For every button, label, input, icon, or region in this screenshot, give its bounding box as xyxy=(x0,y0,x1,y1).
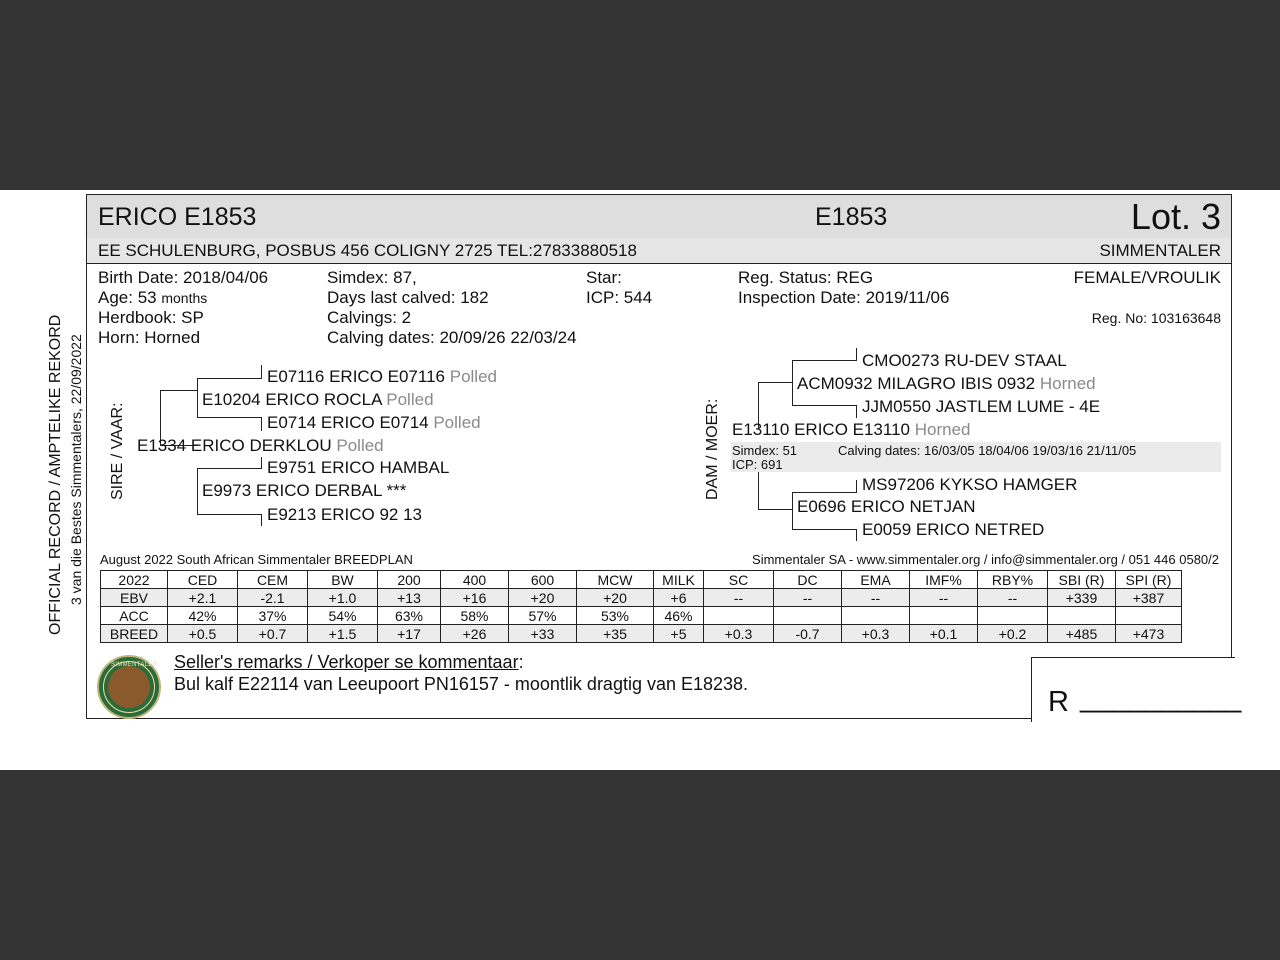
sire-label: SIRE / VAAR: xyxy=(109,402,126,500)
table-header: CEM xyxy=(238,571,308,589)
star: Star: xyxy=(586,268,622,287)
table-cell: +339 xyxy=(1048,589,1116,607)
table-cell: 46% xyxy=(654,607,704,625)
age xyxy=(98,288,207,308)
table-cell: -- xyxy=(910,589,978,607)
table-header: BW xyxy=(308,571,378,589)
table-cell: ACC xyxy=(101,607,168,625)
dam-tree-line xyxy=(792,360,857,361)
icp: ICP: 544 xyxy=(586,288,653,307)
table-cell: +5 xyxy=(654,625,704,643)
age-unit: months xyxy=(161,290,208,306)
reg-status: Reg. Status: REG xyxy=(738,268,874,287)
table-header: IMF% xyxy=(910,571,978,589)
table-cell xyxy=(978,607,1048,625)
record-sheet xyxy=(0,190,1280,770)
dam-tree-line xyxy=(792,529,857,530)
table-header: SC xyxy=(704,571,774,589)
sire-grandsire-dam xyxy=(267,413,481,433)
table-header: RBY% xyxy=(978,571,1048,589)
dam-tree-line xyxy=(758,382,793,383)
sire-tree-line xyxy=(197,378,262,379)
dam-calving-dates: Calving dates: 16/03/05 18/04/06 19/03/16 21/11/05 xyxy=(838,443,1137,458)
horn-status: Horn: Horned xyxy=(98,328,201,347)
table-header: DC xyxy=(774,571,842,589)
dam-tree-line xyxy=(758,472,759,510)
table-header: 2022 xyxy=(101,571,168,589)
table-cell xyxy=(1116,607,1182,625)
table-cell: 42% xyxy=(168,607,238,625)
table-cell: +20 xyxy=(577,589,654,607)
breedplan-title: August 2022 South African Simmentaler BREEDPLAN xyxy=(100,552,413,567)
pedigree-name: E13110 ERICO E13110 xyxy=(732,420,910,439)
table-cell: +0.3 xyxy=(704,625,774,643)
table-cell: 54% xyxy=(308,607,378,625)
dam-granddam-dam: E0059 ERICO NETRED xyxy=(862,520,1045,539)
inspection-date: Inspection Date: 2019/11/06 xyxy=(738,288,950,307)
table-cell: -- xyxy=(704,589,774,607)
sire-granddam: E9973 ERICO DERBAL *** xyxy=(202,481,407,500)
sire-granddam-sire: E9751 ERICO HAMBAL xyxy=(267,458,450,477)
ebv-table xyxy=(100,570,1182,643)
table-cell: +6 xyxy=(654,589,704,607)
table-cell: -0.7 xyxy=(774,625,842,643)
remarks-title: Seller's remarks / Verkoper se kommentaar: xyxy=(174,652,524,672)
table-cell: +20 xyxy=(509,589,577,607)
sire-grandsire-sire xyxy=(267,367,497,387)
cattle-icon xyxy=(108,666,150,708)
dam-tree-line xyxy=(758,509,793,510)
table-header: MILK xyxy=(654,571,704,589)
dam-grandsire xyxy=(797,374,1096,394)
sire-tree-line xyxy=(197,468,262,469)
herdbook: Herdbook: SP xyxy=(98,308,204,327)
catalogue-source-label: 3 van die Bestes Simmentalers, 22/09/2022 xyxy=(68,334,84,605)
animal-id: E1853 xyxy=(815,203,888,231)
table-cell: +0.5 xyxy=(168,625,238,643)
dam-icp: ICP: 691 xyxy=(732,457,783,472)
dam-performance-note xyxy=(731,442,1221,472)
title-bar xyxy=(87,195,1231,239)
table-cell: +35 xyxy=(577,625,654,643)
remarks-title-text: Seller's remarks / Verkoper se kommentaar xyxy=(174,652,519,672)
animal-card xyxy=(86,194,1232,719)
currency-symbol: R xyxy=(1048,686,1069,718)
table-cell: EBV xyxy=(101,589,168,607)
pedigree-name: E10204 ERICO ROCLA xyxy=(202,390,382,409)
sex: FEMALE/VROULIK xyxy=(1073,268,1221,287)
dam-tree-line xyxy=(792,360,793,406)
dam-tree-line xyxy=(856,405,857,418)
table-cell: -2.1 xyxy=(238,589,308,607)
birth-date: Birth Date: 2018/04/06 xyxy=(98,268,269,287)
table-header: EMA xyxy=(842,571,910,589)
dam-tree-line xyxy=(856,480,857,493)
sire-tree-line xyxy=(160,390,198,391)
reg-number: Reg. No: 103163648 xyxy=(1091,310,1221,326)
price-box[interactable] xyxy=(1031,657,1242,722)
table-cell xyxy=(1048,607,1116,625)
horn-status: Polled xyxy=(433,413,481,432)
table-header: SPI (R) xyxy=(1116,571,1182,589)
dam-simdex: Simdex: 51 xyxy=(732,443,798,458)
table-cell: +16 xyxy=(441,589,509,607)
dam-label: DAM / MOER: xyxy=(704,398,721,500)
table-cell: 53% xyxy=(577,607,654,625)
calvings: Calvings: 2 xyxy=(327,308,412,327)
table-cell: -- xyxy=(978,589,1048,607)
sire-grandsire xyxy=(202,390,434,410)
sire-tree-line xyxy=(261,514,262,526)
acc-row xyxy=(101,607,1182,625)
table-cell: +0.2 xyxy=(978,625,1048,643)
sire-tree-line xyxy=(197,417,262,418)
owner-bar xyxy=(87,238,1231,264)
lot-number: Lot. 3 xyxy=(1130,196,1221,237)
table-cell: +485 xyxy=(1048,625,1116,643)
table-header: 600 xyxy=(509,571,577,589)
dam-tree-line xyxy=(856,348,857,361)
dam-tree-line xyxy=(792,405,857,406)
age-value: Age: 53 xyxy=(98,288,157,307)
table-cell: +1.0 xyxy=(308,589,378,607)
breed-name: SIMMENTALER xyxy=(1099,241,1221,260)
table-cell xyxy=(842,607,910,625)
sire-tree-line xyxy=(261,457,262,469)
horn-status: Horned xyxy=(914,420,971,439)
owner-address: EE SCHULENBURG, POSBUS 456 COLIGNY 2725 TEL:27833880518 xyxy=(98,241,637,260)
sire-tree-line xyxy=(261,365,262,378)
dam-grandsire-dam: JJM0550 JASTLEM LUME - 4E xyxy=(862,397,1101,416)
dam-tree-line xyxy=(856,529,857,541)
table-cell: 57% xyxy=(509,607,577,625)
table-cell: +0.1 xyxy=(910,625,978,643)
ebv-header-row xyxy=(101,571,1182,589)
official-record-label: OFFICIAL RECORD / AMPTELIKE REKORD xyxy=(47,314,64,635)
logo-text: SIMMENTALER xyxy=(111,662,158,668)
table-cell: -- xyxy=(774,589,842,607)
sire-tree-line xyxy=(197,468,198,515)
table-header: 400 xyxy=(441,571,509,589)
table-cell: +0.7 xyxy=(238,625,308,643)
dam-tree-line xyxy=(792,492,793,530)
table-cell xyxy=(774,607,842,625)
horn-status: Polled xyxy=(386,390,434,409)
table-cell: +26 xyxy=(441,625,509,643)
table-cell: BREED xyxy=(101,625,168,643)
table-cell: 58% xyxy=(441,607,509,625)
sire-granddam-dam: E9213 ERICO 92 13 xyxy=(267,505,422,524)
table-cell xyxy=(910,607,978,625)
pedigree-name: E0714 ERICO E0714 xyxy=(267,413,429,432)
sire-tree-line xyxy=(197,378,198,418)
horn-status: Polled xyxy=(336,436,384,455)
table-cell: 63% xyxy=(378,607,441,625)
sire-tree-line xyxy=(261,417,262,431)
horn-status: Polled xyxy=(449,367,497,386)
table-cell: +33 xyxy=(509,625,577,643)
table-cell: +473 xyxy=(1116,625,1182,643)
dam-name xyxy=(732,420,971,440)
table-cell: +17 xyxy=(378,625,441,643)
sire-name xyxy=(137,436,384,456)
pedigree-name: E07116 ERICO E07116 xyxy=(267,367,445,386)
table-header: 200 xyxy=(378,571,441,589)
breedplan-contact: Simmentaler SA - www.simmentaler.org / info@simmentaler.org / 051 446 0580/2 xyxy=(752,552,1219,567)
animal-name: ERICO E1853 xyxy=(98,203,257,231)
table-cell: +13 xyxy=(378,589,441,607)
ebv-row xyxy=(101,589,1182,607)
table-header: CED xyxy=(168,571,238,589)
horn-status: Horned xyxy=(1039,374,1096,393)
pedigree-name: E1334 ERICO DERKLOU xyxy=(137,436,332,455)
table-cell: 37% xyxy=(238,607,308,625)
pedigree-name: ACM0932 MILAGRO IBIS 0932 xyxy=(797,374,1036,393)
table-cell: +0.3 xyxy=(842,625,910,643)
table-cell xyxy=(704,607,774,625)
dam-granddam-sire: MS97206 KYKSO HAMGER xyxy=(862,475,1078,494)
table-cell: +387 xyxy=(1116,589,1182,607)
dam-granddam: E0696 ERICO NETJAN xyxy=(797,497,976,516)
remarks-text: Bul kalf E22114 van Leeupoort PN16157 - moontlik dragtig van E18238. xyxy=(174,674,749,694)
simdex: Simdex: 87, xyxy=(327,268,417,287)
sire-tree-line xyxy=(197,514,262,515)
dam-grandsire-sire: CMO0273 RU-DEV STAAL xyxy=(862,351,1067,370)
days-last-calved: Days last calved: 182 xyxy=(327,288,489,307)
table-header: MCW xyxy=(577,571,654,589)
breed-row xyxy=(101,625,1182,643)
simmentaler-logo xyxy=(97,655,161,719)
table-cell: +1.5 xyxy=(308,625,378,643)
price-blank[interactable]: __________ xyxy=(1080,682,1242,714)
table-header: SBI (R) xyxy=(1048,571,1116,589)
table-cell: -- xyxy=(842,589,910,607)
dam-tree-line xyxy=(792,492,857,493)
table-cell: +2.1 xyxy=(168,589,238,607)
calving-dates: Calving dates: 20/09/26 22/03/24 xyxy=(327,328,577,347)
